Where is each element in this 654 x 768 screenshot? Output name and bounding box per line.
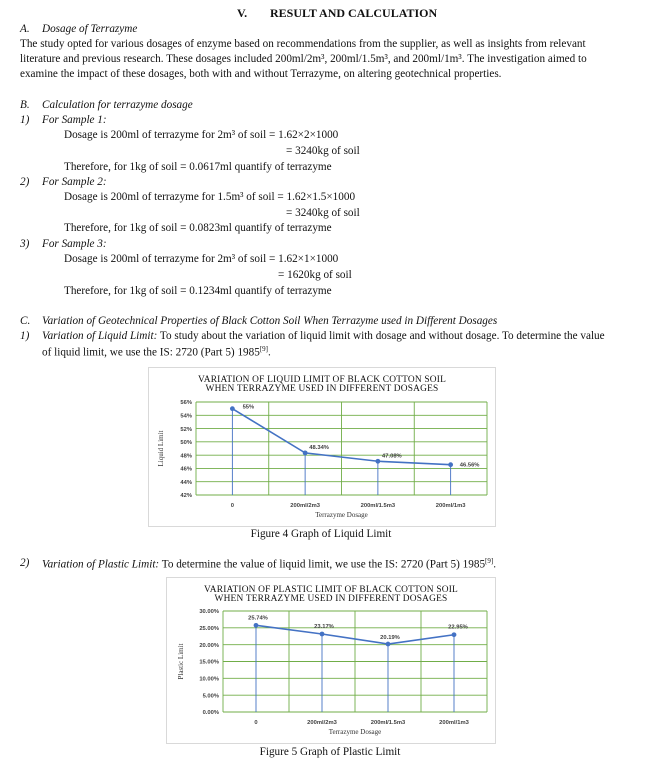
y-tick-label: 25.00% bbox=[199, 626, 219, 633]
sec-c-label: C. bbox=[20, 315, 31, 327]
x-tick-label: 200ml/1.5m3 bbox=[360, 503, 396, 509]
item2-text: To determine the value of liquid limit, we use the IS: 2720 (Part 5) 1985 bbox=[159, 558, 486, 571]
x-tick-label: 200ml/1m3 bbox=[439, 720, 469, 726]
item1-tail: . bbox=[268, 346, 271, 359]
sample-dosage-line: Dosage is 200ml of terrazyme for 2m³ of soil = 1.62×1×1000 bbox=[64, 253, 339, 265]
y-tick-label: 0.00% bbox=[202, 710, 219, 717]
y-tick-label: 30.00% bbox=[199, 609, 219, 616]
sample-result-line: = 3240kg of soil bbox=[286, 145, 360, 157]
item2-ref[interactable]: [9] bbox=[485, 557, 494, 565]
item1-line2 bbox=[42, 345, 271, 359]
chart-title-line1: VARIATION OF PLASTIC LIMIT OF BLACK COTTON SOIL bbox=[204, 585, 458, 595]
sample-therefore-line: Therefore, for 1kg of soil = 0.1234ml quantify of terrazyme bbox=[64, 285, 332, 297]
y-tick-label: 52% bbox=[180, 426, 192, 433]
sample-result-line: = 3240kg of soil bbox=[286, 207, 360, 219]
y-tick-label: 20.00% bbox=[199, 642, 219, 649]
x-tick-label: 0 bbox=[254, 720, 258, 726]
data-label: 47.08% bbox=[382, 453, 402, 460]
figure4-caption: Figure 4 Graph of Liquid Limit bbox=[250, 528, 392, 540]
sec-c-title: Variation of Geotechnical Properties of Black Cotton Soil When Terrazyme used in Different Dosages bbox=[42, 315, 498, 327]
item2-tail: . bbox=[493, 558, 497, 571]
sample-therefore-line: Therefore, for 1kg of soil = 0.0823ml quantify of terrazyme bbox=[64, 222, 332, 234]
item2-title: Variation of Plastic Limit: bbox=[42, 558, 160, 571]
sec-a-line: examine the impact of these dosages, both with and without Terrazyme, on altering geotechnical properties. bbox=[20, 68, 502, 80]
data-point bbox=[448, 462, 453, 467]
plastic-limit-chart bbox=[166, 577, 496, 744]
data-point bbox=[230, 406, 235, 411]
sample-title: For Sample 1: bbox=[42, 114, 107, 126]
sample-num: 2) bbox=[20, 176, 30, 188]
item1-title: Variation of Liquid Limit: bbox=[42, 330, 158, 342]
x-axis-title: Terrazyme Dosage bbox=[315, 511, 368, 519]
y-tick-label: 10.00% bbox=[199, 676, 219, 683]
sec-b-label: B. bbox=[20, 99, 30, 111]
data-point bbox=[320, 632, 325, 637]
x-axis-title: Terrazyme Dosage bbox=[328, 728, 382, 736]
sample-therefore-line: Therefore, for 1kg of soil = 0.0617ml quantify of terrazyme bbox=[64, 161, 332, 173]
item1-num: 1) bbox=[20, 330, 30, 342]
sec-a-line: The study opted for various dosages of enzyme based on recommendations from the supplier, as well as insights from relevant bbox=[20, 38, 586, 50]
item1-text1: To study about the variation of liquid limit with dosage and without dosage. To determine the value bbox=[157, 330, 605, 342]
sec-a-label: A. bbox=[20, 23, 30, 35]
sec-a-title: Dosage of Terrazyme bbox=[42, 23, 138, 35]
sample-dosage-line: Dosage is 200ml of terrazyme for 2m³ of soil = 1.62×2×1000 bbox=[64, 129, 339, 141]
y-tick-label: 44% bbox=[180, 479, 192, 486]
y-axis-title: Liquid Limit bbox=[157, 430, 165, 467]
data-point bbox=[375, 459, 380, 464]
sample-title: For Sample 3: bbox=[42, 238, 107, 250]
sec-b-title: Calculation for terrazyme dosage bbox=[42, 99, 193, 111]
y-tick-label: 54% bbox=[180, 413, 192, 420]
x-tick-label: 0 bbox=[230, 503, 234, 509]
data-label: 23.17% bbox=[314, 623, 334, 630]
data-point bbox=[452, 632, 457, 637]
item2-num: 2) bbox=[20, 557, 30, 569]
chart-title-line2: WHEN TERRAZYME USED IN DIFFERENT DOSAGES bbox=[205, 384, 439, 394]
chart-title-line1: VARIATION OF LIQUID LIMIT OF BLACK COTTON SOIL bbox=[198, 375, 446, 385]
chart-title-line2: WHEN TERRAZYME USED IN DIFFERENT DOSAGES bbox=[214, 594, 448, 604]
x-tick-label: 200ml/2m3 bbox=[307, 720, 337, 726]
y-tick-label: 15.00% bbox=[199, 659, 219, 666]
sample-title: For Sample 2: bbox=[42, 176, 107, 188]
data-label: 55% bbox=[242, 404, 255, 411]
x-tick-label: 200ml/2m3 bbox=[290, 503, 320, 509]
y-axis-title: Plastic Limit bbox=[177, 643, 185, 680]
y-tick-label: 56% bbox=[180, 400, 192, 407]
item1-ref[interactable]: [9] bbox=[259, 345, 268, 353]
y-tick-label: 48% bbox=[180, 453, 192, 460]
x-tick-label: 200ml/1m3 bbox=[435, 503, 466, 509]
data-point bbox=[386, 642, 391, 647]
data-label: 46.56% bbox=[459, 462, 480, 469]
data-label: 48.34% bbox=[309, 444, 329, 451]
data-label: 20.19% bbox=[380, 635, 400, 642]
item1-text2: of liquid limit, we use the IS: 2720 (Part 5) 1985 bbox=[42, 346, 260, 359]
section-title: RESULT AND CALCULATION bbox=[270, 6, 438, 20]
data-label: 25.74% bbox=[248, 615, 268, 622]
sample-num: 3) bbox=[20, 238, 30, 250]
data-point bbox=[254, 623, 259, 628]
plastic-limit-plot bbox=[167, 578, 495, 743]
data-label: 22.95% bbox=[448, 624, 468, 631]
y-tick-label: 46% bbox=[180, 466, 192, 473]
sample-num: 1) bbox=[20, 114, 30, 126]
sec-a-line: literature and previous research. These dosages included 200ml/2m³, 200ml/1.5m³, and 200ml/1m³. The investigation aimed to bbox=[20, 53, 587, 65]
liquid-limit-plot bbox=[149, 368, 495, 526]
x-tick-label: 200ml/1.5m3 bbox=[370, 720, 406, 726]
y-tick-label: 42% bbox=[180, 493, 192, 500]
data-point bbox=[303, 450, 308, 455]
sample-result-line: = 1620kg of soil bbox=[278, 269, 352, 281]
sample-dosage-line: Dosage is 200ml of terrazyme for 1.5m³ of soil = 1.62×1.5×1000 bbox=[64, 191, 356, 203]
liquid-limit-chart bbox=[148, 367, 496, 527]
y-tick-label: 5.00% bbox=[202, 693, 219, 700]
item2-line bbox=[42, 557, 496, 571]
figure5-caption: Figure 5 Graph of Plastic Limit bbox=[259, 746, 401, 758]
y-tick-label: 50% bbox=[180, 440, 192, 447]
item1-line1 bbox=[42, 330, 605, 342]
section-number: V. bbox=[237, 6, 248, 20]
